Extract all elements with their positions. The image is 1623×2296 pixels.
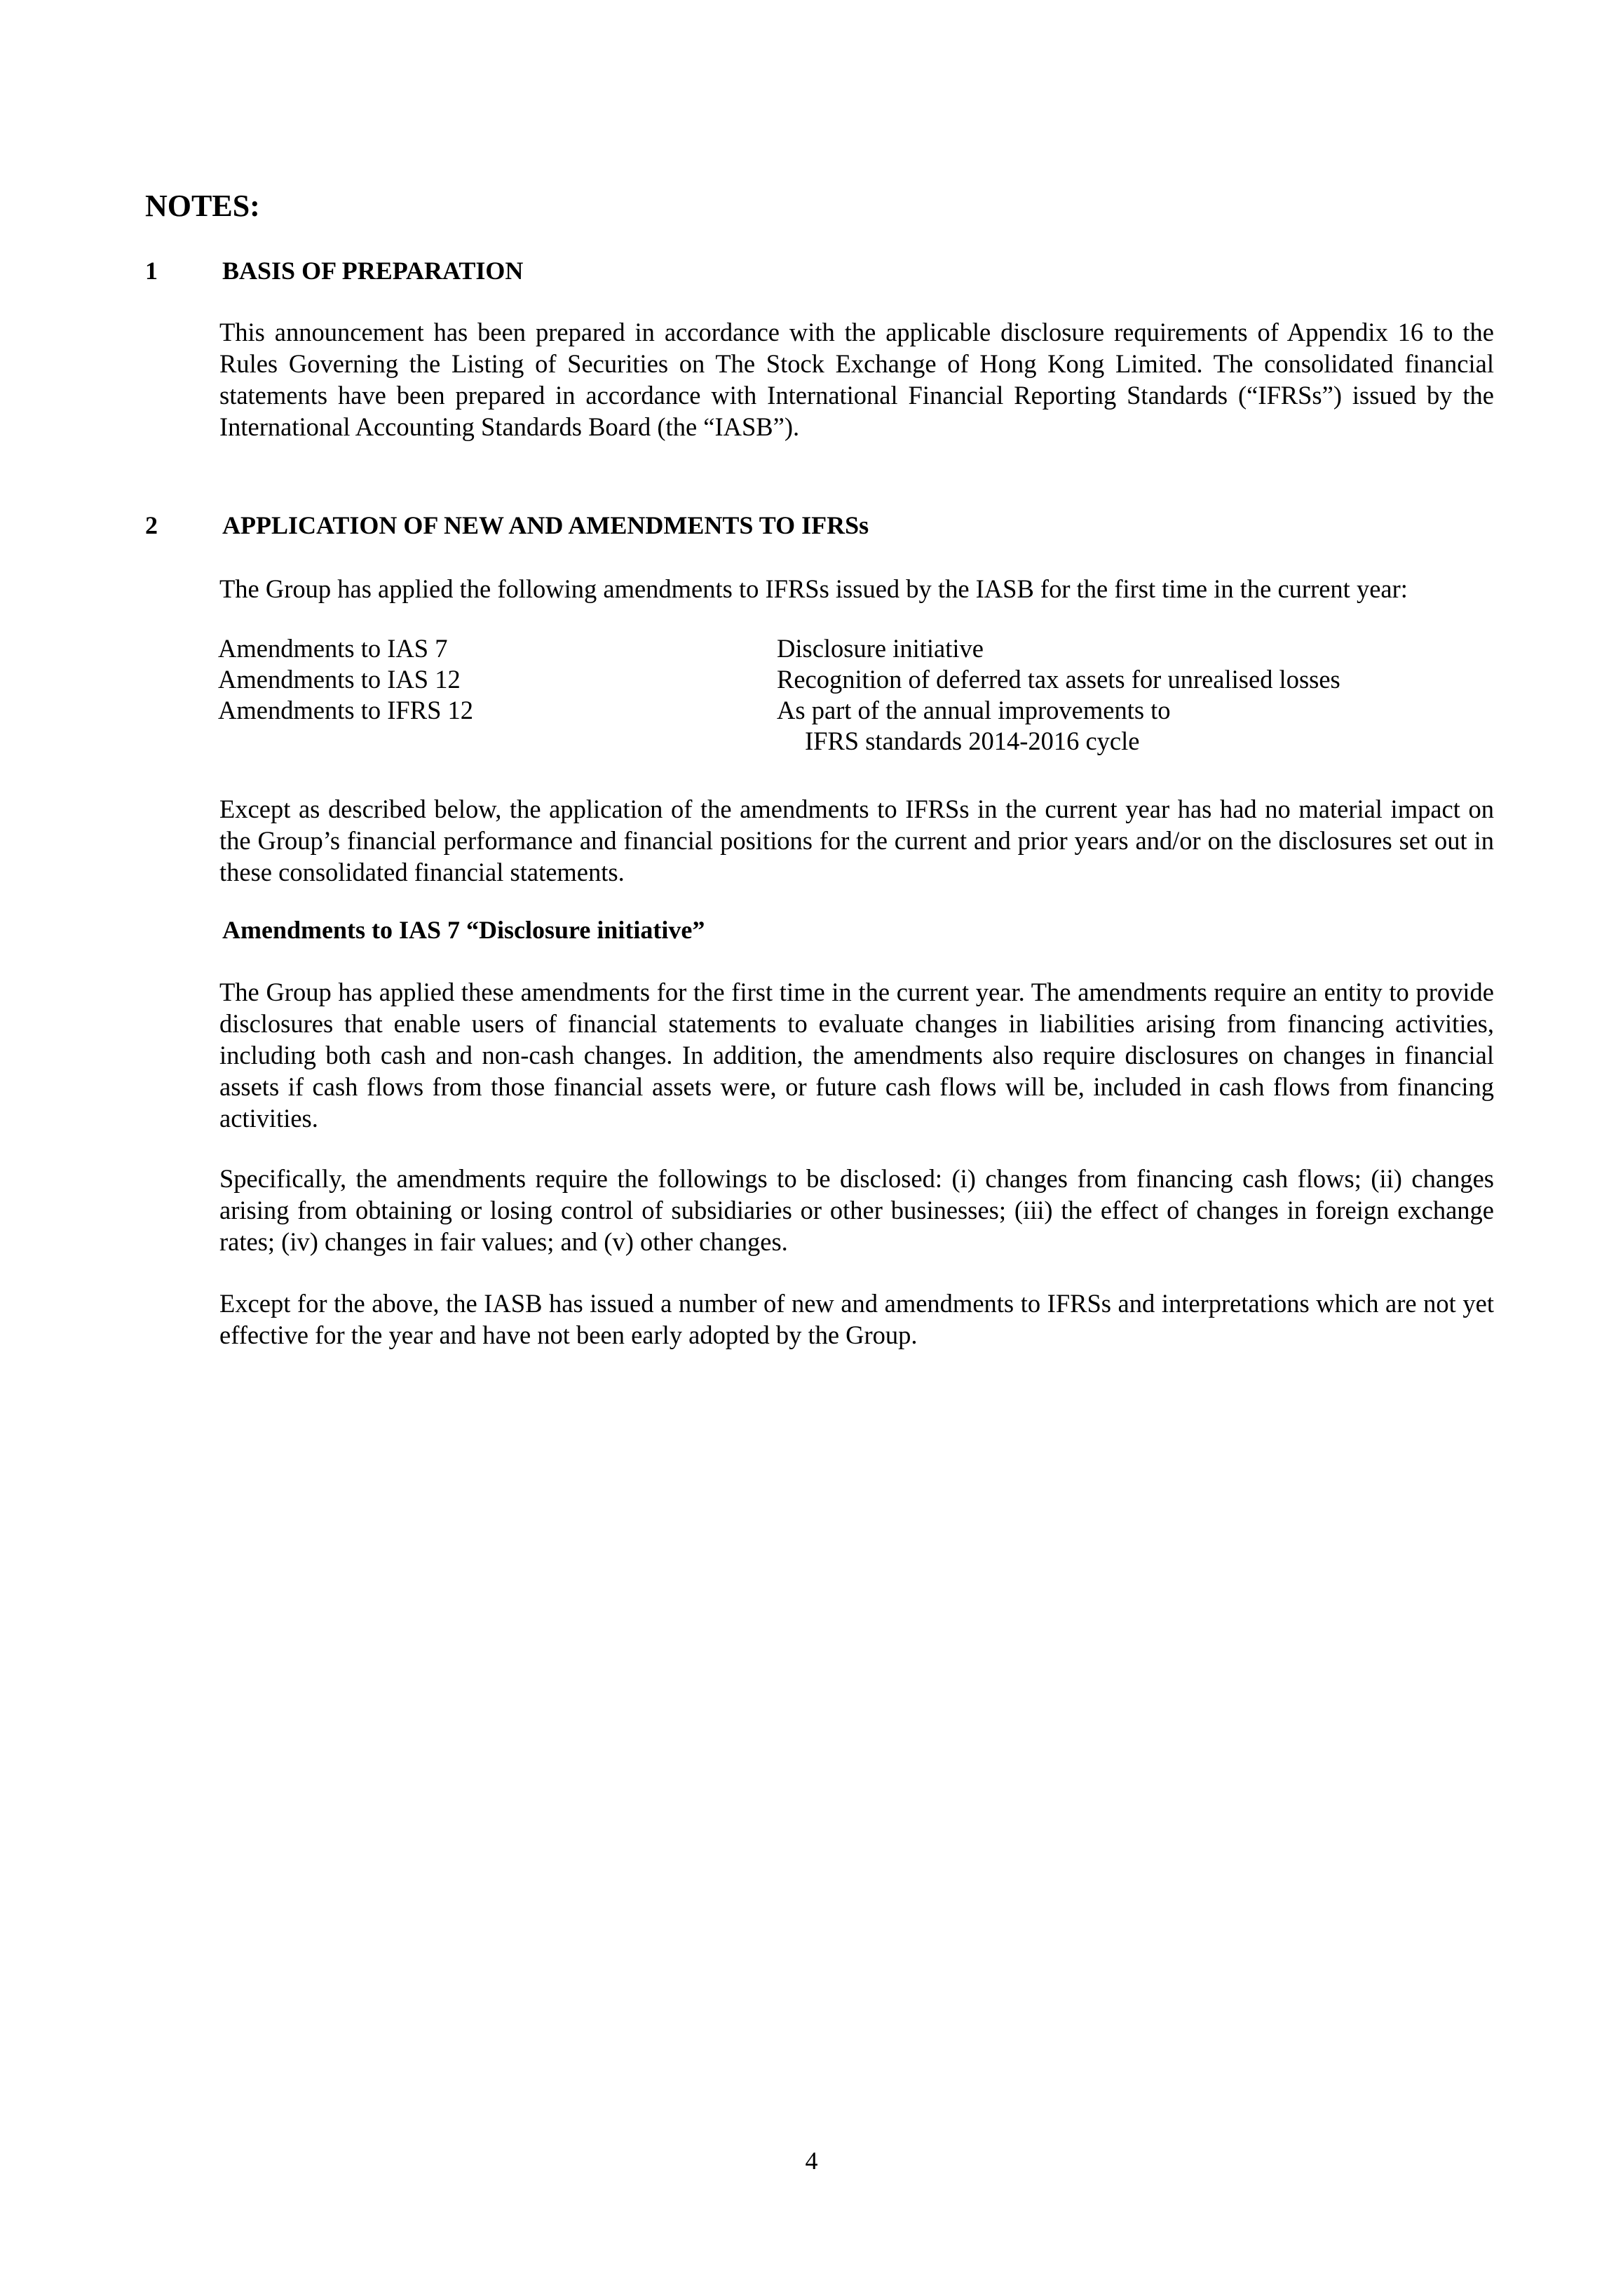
table-row (218, 695, 1494, 757)
amendment-description-continuation: IFRS standards 2014-2016 cycle (805, 727, 1140, 755)
section-2-closing-paragraph: Except for the above, the IASB has issued a number of new and amendments to IFRSs and interpretations which are not yet effective for the year and have not been early adopted by the Group. (219, 1289, 1494, 1349)
ias7-subheading: Amendments to IAS 7 “Disclosure initiative” (222, 916, 705, 944)
ias7-paragraph-2: Specifically, the amendments require the followings to be disclosed: (i) changes from financing cash flows; (ii) changes arising from obtaining or losing control of subsidiaries or other businesses; (iii) the effect of changes in foreign exchange rates; (iv) changes in fair values; and (v) other changes. (219, 1164, 1494, 1256)
section-2-title: APPLICATION OF NEW AND AMENDMENTS TO IFRSs (222, 511, 869, 539)
section-1-number: 1 (145, 257, 158, 285)
section-2-number: 2 (145, 511, 158, 539)
section-1-title: BASIS OF PREPARATION (222, 257, 524, 285)
table-row (218, 664, 1494, 695)
section-2-intro: The Group has applied the following amendments to IFRSs issued by the IASB for the first time in the current year: (219, 574, 1408, 603)
amendment-description: As part of the annual improvements to (777, 696, 1171, 724)
amendment-description: Disclosure initiative (777, 634, 984, 663)
ias7-paragraph-1: The Group has applied these amendments for the first time in the current year. The amendments require an entity to provide disclosures that enable users of financial statements to evaluate changes in liabilities arising from financing activities, including both cash and non-cash changes. In addition, the amendments also require disclosures on changes in financial assets if cash flows from those financial assets were, or future cash flows will be, included in cash flows from financing activities. (219, 978, 1494, 1133)
amendment-description: Recognition of deferred tax assets for unrealised losses (777, 665, 1340, 694)
section-1-paragraph: This announcement has been prepared in accordance with the applicable disclosure requirements of Appendix 16 to the Rules Governing the Listing of Securities on The Stock Exchange of Hong Kong Limited. The consolidated financial statements have been prepared in accordance with International Financial Reporting Standards (“IFRSs”) issued by the International Accounting Standards Board (the “IASB”). (219, 318, 1494, 441)
table-row (218, 633, 1494, 664)
page-number: 4 (805, 2147, 818, 2175)
amendment-standard: Amendments to IFRS 12 (218, 696, 474, 724)
amendment-standard: Amendments to IAS 7 (218, 634, 448, 663)
amendments-table (218, 633, 1494, 757)
notes-heading: NOTES: (145, 189, 260, 223)
section-2-except-paragraph: Except as described below, the application of the amendments to IFRSs in the current year has had no material impact on the Group’s financial performance and financial positions for the current and prior years and/or on the disclosures set out in these consolidated financial statements. (219, 795, 1494, 886)
amendment-standard: Amendments to IAS 12 (218, 665, 461, 694)
amendment-description-wrap (777, 695, 1492, 757)
